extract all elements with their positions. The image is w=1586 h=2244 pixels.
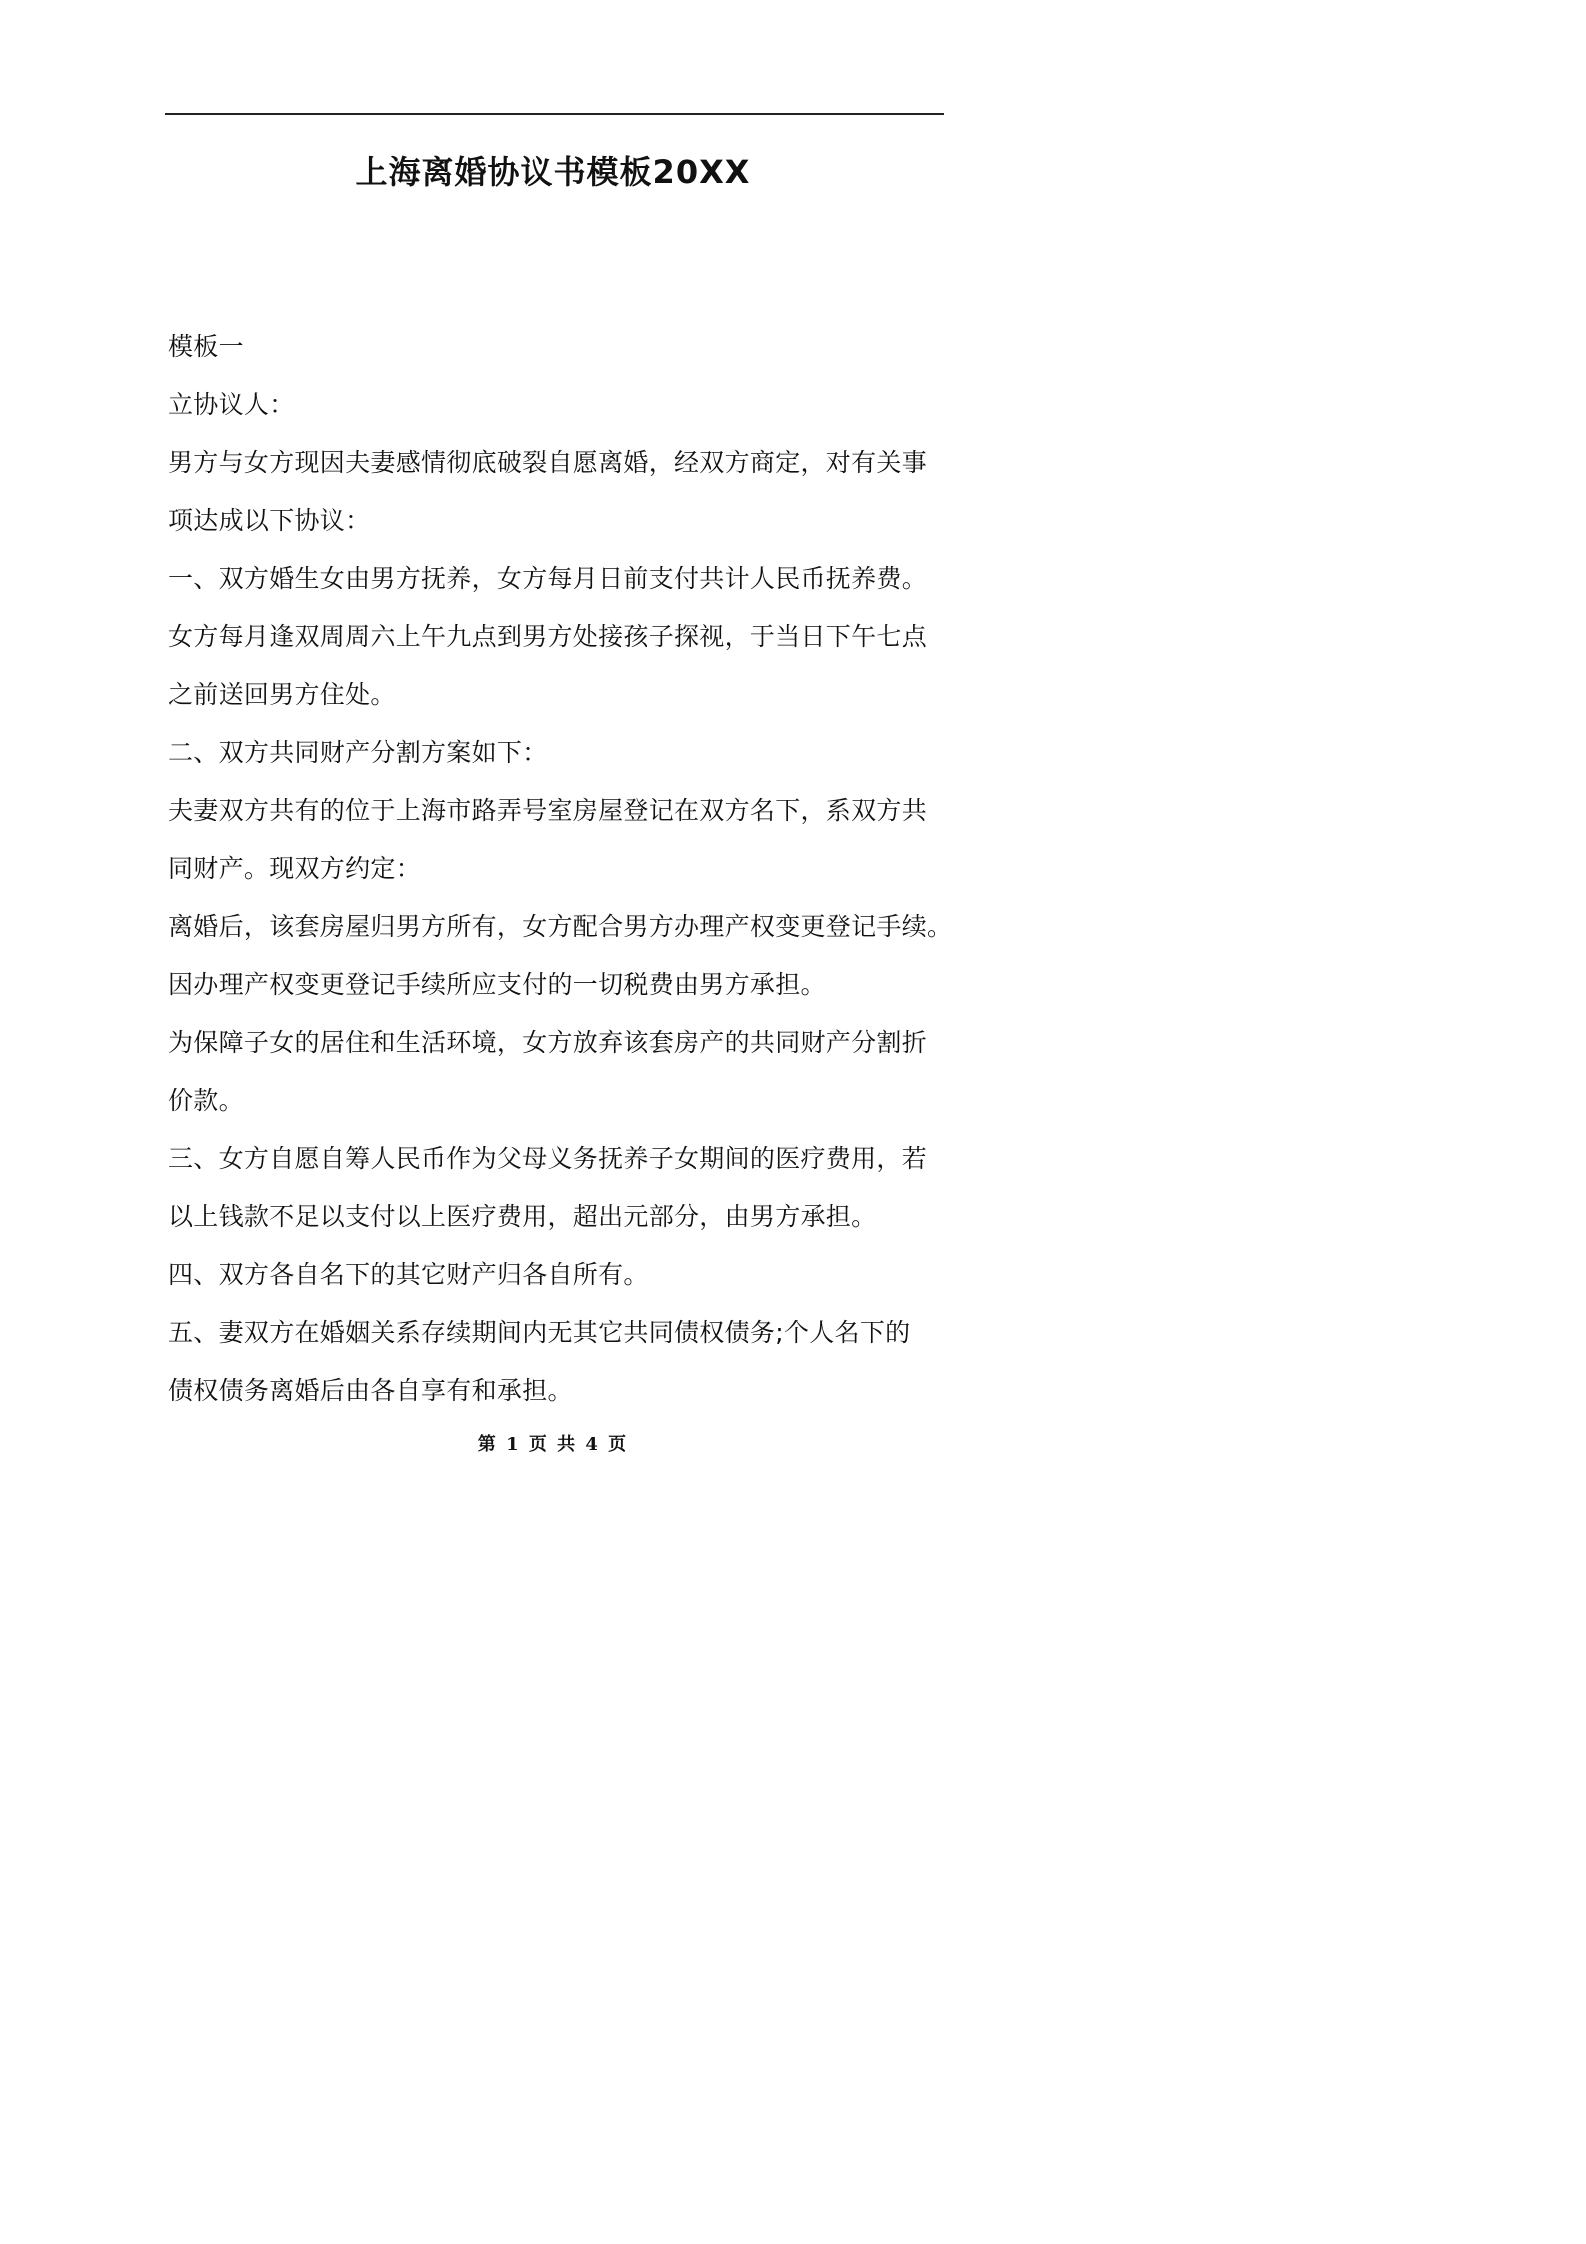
body-line: 价款。 bbox=[168, 1086, 244, 1115]
body-line: 为保障子女的居住和生活环境，女方放弃该套房产的共同财产分割折 bbox=[168, 1028, 928, 1057]
body-line: 三、女方自愿自筹人民币作为父母义务抚养子女期间的医疗费用，若 bbox=[168, 1144, 928, 1173]
body-line: 五、妻双方在婚姻关系存续期间内无其它共同债权债务;个人名下的 bbox=[168, 1318, 911, 1347]
body-line: 之前送回男方住处。 bbox=[168, 680, 396, 709]
body-line: 立协议人： bbox=[168, 390, 295, 419]
body-line: 男方与女方现因夫妻感情彻底破裂自愿离婚，经双方商定，对有关事 bbox=[168, 448, 928, 477]
body-line: 债权债务离婚后由各自享有和承担。 bbox=[168, 1376, 573, 1405]
body-line: 二、双方共同财产分割方案如下： bbox=[168, 738, 548, 767]
body-line: 模板一 bbox=[168, 332, 244, 361]
header-rule bbox=[165, 113, 944, 115]
body-line: 项达成以下协议： bbox=[168, 506, 371, 535]
body-line: 四、双方各自名下的其它财产归各自所有。 bbox=[168, 1260, 649, 1289]
body-line: 因办理产权变更登记手续所应支付的一切税费由男方承担。 bbox=[168, 970, 826, 999]
document-title: 上海离婚协议书模板20XX bbox=[355, 153, 751, 191]
body-line: 女方每月逢双周周六上午九点到男方处接孩子探视，于当日下午七点 bbox=[168, 622, 928, 651]
body-line: 同财产。现双方约定： bbox=[168, 854, 422, 883]
body-line: 一、双方婚生女由男方抚养，女方每月日前支付共计人民币抚养费。 bbox=[168, 564, 928, 593]
body-line: 离婚后，该套房屋归男方所有，女方配合男方办理产权变更登记手续。 bbox=[168, 912, 953, 941]
body-line: 以上钱款不足以支付以上医疗费用，超出元部分，由男方承担。 bbox=[168, 1202, 877, 1231]
body-line: 夫妻双方共有的位于上海市路弄号室房屋登记在双方名下，系双方共 bbox=[168, 796, 928, 825]
page-number: 第 1 页 共 4 页 bbox=[477, 1434, 629, 1455]
document-body bbox=[168, 318, 953, 1420]
